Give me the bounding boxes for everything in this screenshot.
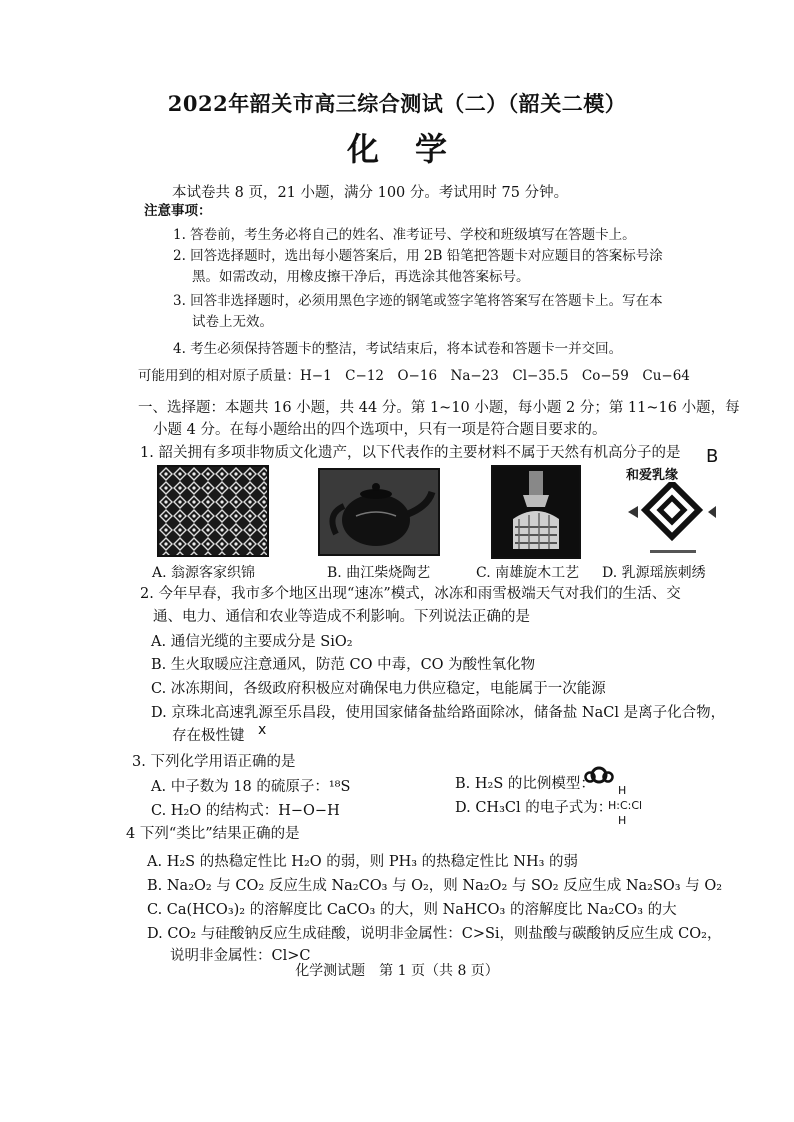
notice-heading: 注意事项： [144, 203, 212, 219]
notice-item: 试卷上无效。 [192, 314, 273, 330]
q1-option-c: C. 南雄旋木工艺 [476, 565, 580, 581]
handwritten-answer: B [706, 446, 719, 467]
section-heading-cont: 小题 4 分。在每小题给出的四个选项中，只有一项是符合题目要求的。 [153, 422, 607, 438]
notice-item: 4. 考生必须保持答题卡的整洁，考试结束后，将本试卷和答题卡一并交回。 [173, 341, 623, 357]
q4-option-c: C. Ca(HCO₃)₂ 的溶解度比 CaCO₃ 的大，则 NaHCO₃ 的溶解度比 Na₂CO₃ 的大 [147, 902, 677, 918]
notice-item: 1. 答卷前，考生务必将自己的姓名、准考证号、学校和班级填写在答题卡上。 [173, 227, 636, 243]
q2-stem-cont: 通、电力、通信和农业等造成不利影响。下列说法正确的是 [153, 609, 530, 625]
q2-option-c: C. 冰冻期间，各级政府积极应对确保电力供应稳定，电能属于一次能源 [151, 681, 606, 697]
q3-option-a: A. 中子数为 18 的硫原子：¹⁸S [151, 779, 351, 795]
q1-stem: 1. 韶关拥有多项非物质文化遗产，以下代表作的主要材料不属于天然有机高分子的是 [140, 445, 681, 461]
notice-item: 3. 回答非选择题时，必须用黑色字迹的钢笔或签字笔将答案写在答题卡上。写在本 [173, 293, 663, 309]
q1-option-d: D. 乳源瑶族刺绣 [602, 565, 706, 581]
brocade-pattern-icon [159, 467, 267, 555]
q4-option-b: B. Na₂O₂ 与 CO₂ 反应生成 Na₂CO₃ 与 O₂，则 Na₂O₂ 与 SO₂ 反应生成 Na₂SO₃ 与 O₂ [147, 878, 723, 894]
embroidery-image [620, 464, 720, 560]
q3-stem: 3. 下列化学用语正确的是 [132, 754, 296, 770]
vase-icon [493, 467, 579, 557]
subject-title: 化学 [346, 130, 483, 168]
embroidery-icon [620, 482, 720, 562]
page-footer: 化学测试题 第 1 页（共 8 页） [295, 963, 499, 979]
h-top-label: H [618, 784, 627, 797]
teapot-image [318, 468, 440, 556]
electron-formula: H:C:Cl [608, 799, 643, 812]
exam-intro: 本试卷共 8 页，21 小题，满分 100 分。考试用时 75 分钟。 [172, 185, 569, 201]
q1-option-a: A. 翁源客家织锦 [152, 565, 256, 581]
notice-item: 2. 回答选择题时，选出每小题答案后，用 2B 铅笔把答题卡对应题目的答案标号涂 [173, 248, 663, 264]
q4-option-d-cont: 说明非金属性：Cl>C [170, 948, 311, 964]
q2-option-d-cont: 存在极性键 [172, 728, 245, 744]
page-title: 2022年韶关市高三综合测试（二）（韶关二模） [167, 91, 627, 116]
brocade-pattern-image [157, 465, 269, 557]
q2-stem: 2. 今年早春，我市多个地区出现“速冻”模式，冰冻和雨雪极端天气对我们的生活、交 [140, 586, 681, 602]
q2-option-d: D. 京珠北高速乳源至乐昌段，使用国家储备盐给路面除冰，储备盐 NaCl 是离子化合物， [151, 705, 726, 721]
h-bottom-label: H [618, 814, 627, 827]
q2-option-a: A. 通信光缆的主要成分是 SiO₂ [151, 634, 353, 650]
atomic-masses: 可能用到的相对原子质量：H−1 C−12 O−16 Na−23 Cl−35.5 Co−59 Cu−64 [138, 368, 690, 384]
q4-option-a: A. H₂S 的热稳定性比 H₂O 的弱，则 PH₃ 的热稳定性比 NH₃ 的弱 [147, 854, 579, 870]
h2s-model-icon [584, 765, 614, 785]
q4-stem: 4 下列“类比”结果正确的是 [126, 826, 300, 842]
q3-option-b: B. H₂S 的比例模型： [455, 776, 595, 792]
q4-option-d: D. CO₂ 与硅酸钠反应生成硅酸，说明非金属性：C>Si，则盐酸与碳酸钠反应生成 CO₂， [147, 926, 722, 942]
q2-option-b: B. 生火取暖应注意通风，防范 CO 中毒，CO 为酸性氧化物 [151, 657, 536, 673]
teapot-icon [320, 470, 438, 554]
handwritten-x-mark: x [258, 722, 267, 738]
q3-option-c: C. H₂O 的结构式：H−O−H [151, 803, 340, 819]
q3-option-d: D. CH₃Cl 的电子式为： [455, 800, 613, 816]
wooden-vase-image [491, 465, 581, 559]
section-heading: 一、选择题：本题共 16 小题，共 44 分。第 1~10 小题，每小题 2 分；第 11~16 小题，每 [138, 400, 740, 416]
q1-option-b: B. 曲江柴烧陶艺 [327, 565, 431, 581]
notice-item: 黑。如需改动，用橡皮擦干净后，再选涂其他答案标号。 [192, 269, 530, 285]
embroidery-image-text: 和爱乳缘 [626, 468, 679, 483]
